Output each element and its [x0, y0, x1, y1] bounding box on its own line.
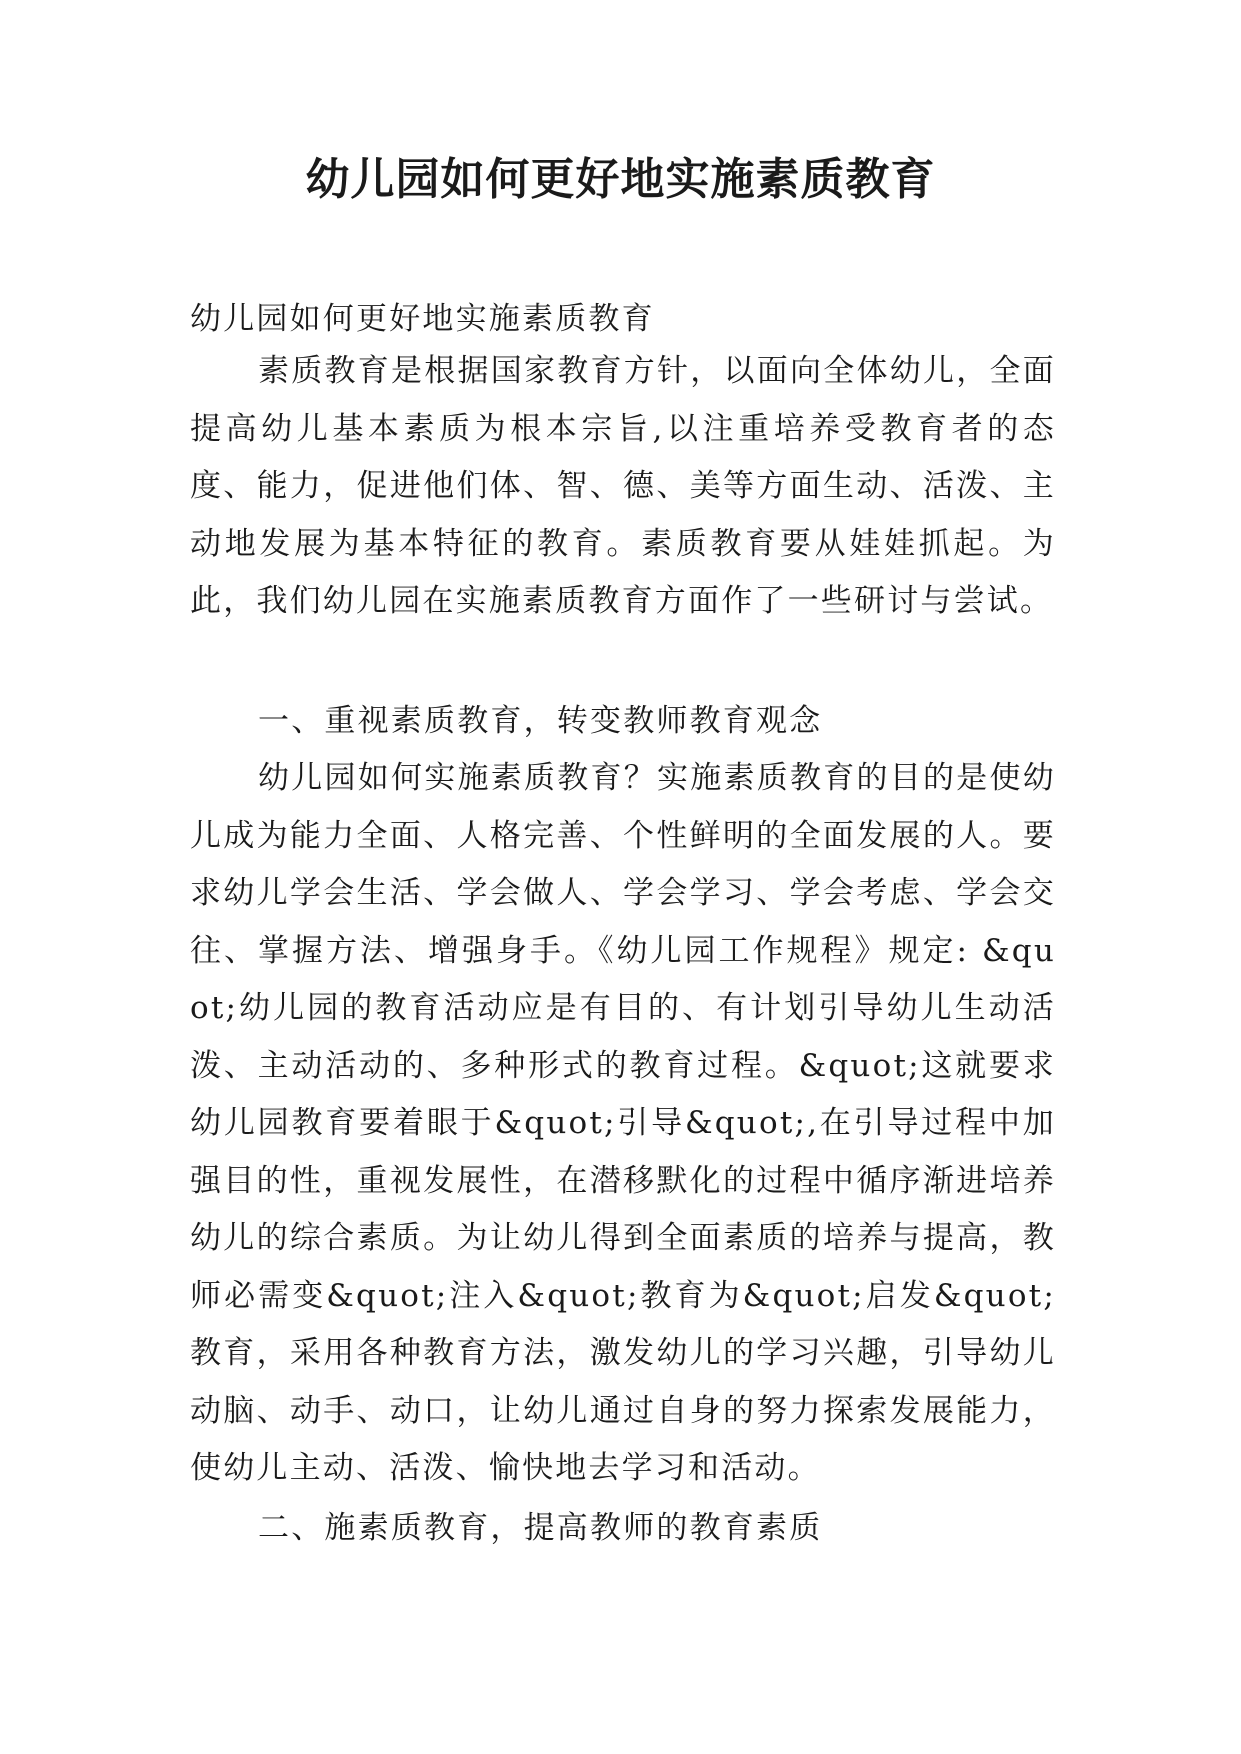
paragraph-section-1: 幼儿园如何实施素质教育？实施素质教育的目的是使幼儿成为能力全面、人格完善、个性鲜明的全面发展的人。要求幼儿学会生活、学会做人、学会学习、学会考虑、学会交往、掌握方法、增强身手。《幼儿园工作规程》规定: &quot;幼儿园的教育活动应是有目的、有计划引导幼儿生动活泼、主动活动的、多种形式的教育过程。&quot;这就要求幼儿园教育要着眼于&quot;引导&quot;,在引导过程中加强目的性，重视发展性，在潜移默化的过程中循序渐进培养幼儿的综合素质。为让幼儿得到全面素质的培养与提高，教师必需变&quot;注入&quot;教育为&quot;启发&quot;教育，采用各种教育方法，激发幼儿的学习兴趣，引导幼儿动脑、动手、动口，让幼儿通过自身的努力探索发展能力，使幼儿主动、活泼、愉快地去学习和活动。 — [190, 760, 1056, 1486]
section-heading-1: 一、重视素质教育，转变教师教育观念 — [258, 703, 823, 739]
document-title: 幼儿园如何更好地实施素质教育 — [305, 154, 936, 205]
section-heading-2: 二、施素质教育，提高教师的教育素质 — [258, 1510, 823, 1546]
document-subtitle: 幼儿园如何更好地实施素质教育 — [190, 301, 655, 337]
paragraph-intro: 素质教育是根据国家教育方针，以面向全体幼儿，全面提高幼儿基本素质为根本宗旨,以注重培养受教育者的态度、能力，促进他们体、智、德、美等方面生动、活泼、主动地发展为基本特征的教育。素质教育要从娃娃抓起。为此，我们幼儿园在实施素质教育方面作了一些研讨与尝试。 — [190, 353, 1056, 619]
